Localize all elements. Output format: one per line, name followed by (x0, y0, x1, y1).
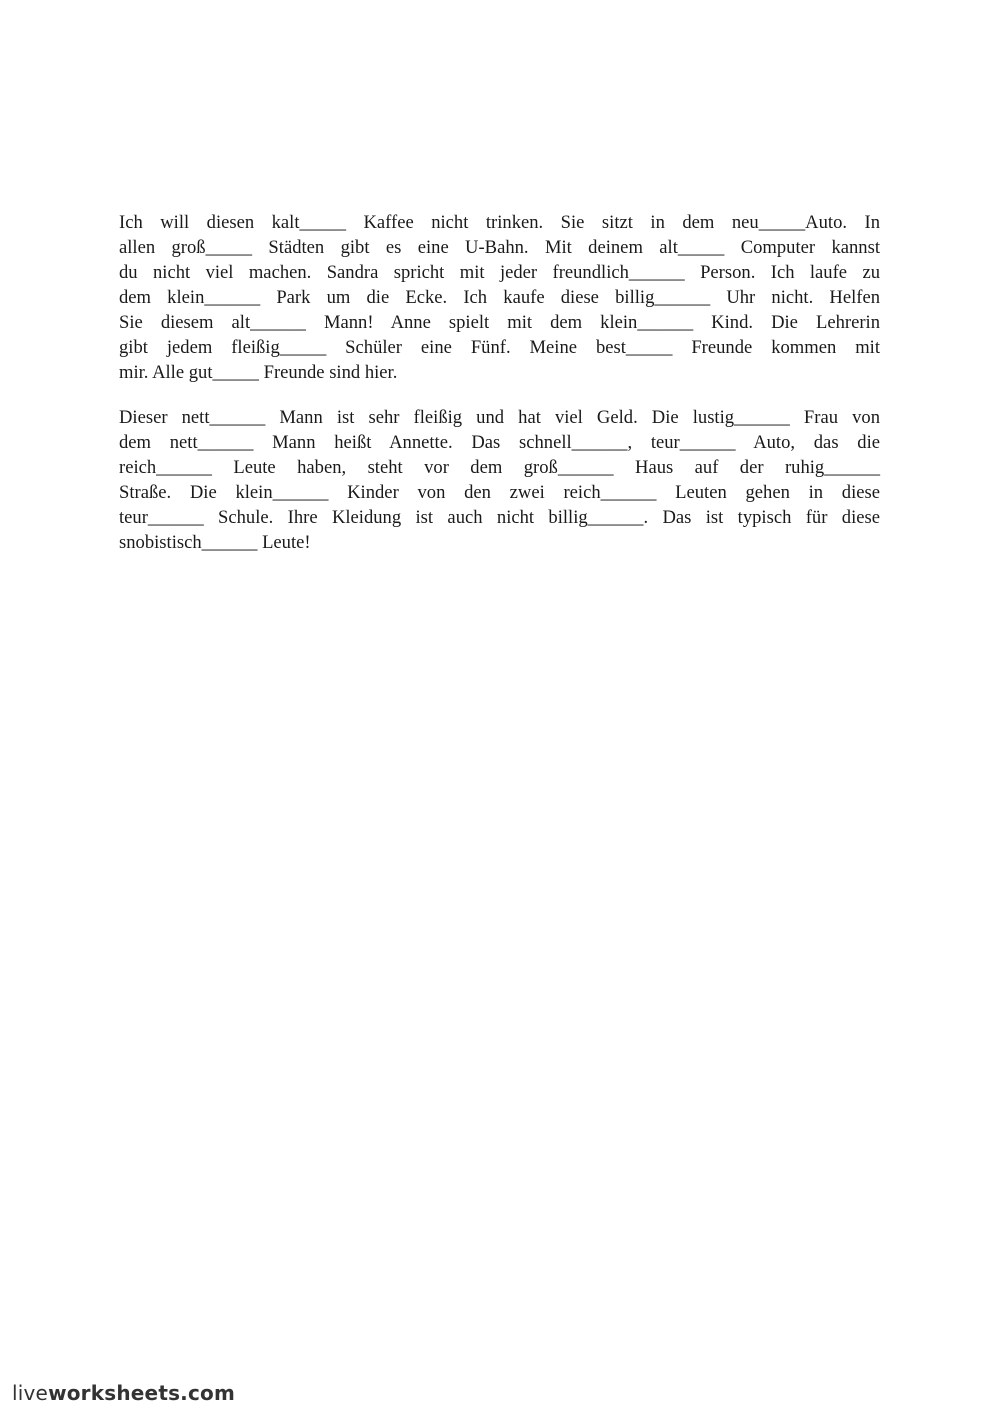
text-line: teur______ Schule. Ihre Kleidung ist auch nicht billig______. Das ist typisch für diese (119, 507, 880, 528)
exercise-paragraph-2 (119, 405, 880, 555)
text-line: Dieser nett______ Mann ist sehr fleißig und hat viel Geld. Die lustig______ Frau von (119, 407, 880, 428)
text-line: reich______ Leute haben, steht vor dem groß______ Haus auf der ruhig______ (119, 457, 880, 478)
text-line: dem klein______ Park um die Ecke. Ich kaufe diese billig______ Uhr nicht. Helfen (119, 287, 880, 308)
text-line: du nicht viel machen. Sandra spricht mit jeder freundlich______ Person. Ich laufe zu (119, 262, 880, 283)
exercise-text (119, 210, 880, 555)
text-line: dem nett______ Mann heißt Annette. Das schnell______, teur______ Auto, das die (119, 432, 880, 453)
text-line: Sie diesem alt______ Mann! Anne spielt mit dem klein______ Kind. Die Lehrerin (119, 312, 880, 333)
text-line: mir. Alle gut_____ Freunde sind hier. (119, 362, 398, 383)
text-line: gibt jedem fleißig_____ Schüler eine Fünf. Meine best_____ Freunde kommen mit (119, 337, 880, 358)
liveworksheets-logo (12, 1380, 235, 1406)
exercise-paragraph-1 (119, 210, 880, 385)
logo-text-light: live (12, 1381, 49, 1405)
text-line: Straße. Die klein______ Kinder von den zwei reich______ Leuten gehen in diese (119, 482, 880, 503)
text-line: allen groß_____ Städten gibt es eine U-Bahn. Mit deinem alt_____ Computer kannst (119, 237, 880, 258)
text-line: snobistisch______ Leute! (119, 532, 311, 553)
text-line: Ich will diesen kalt_____ Kaffee nicht trinken. Sie sitzt in dem neu_____Auto. In (119, 212, 880, 233)
logo-text-bold: worksheets.com (48, 1381, 236, 1405)
